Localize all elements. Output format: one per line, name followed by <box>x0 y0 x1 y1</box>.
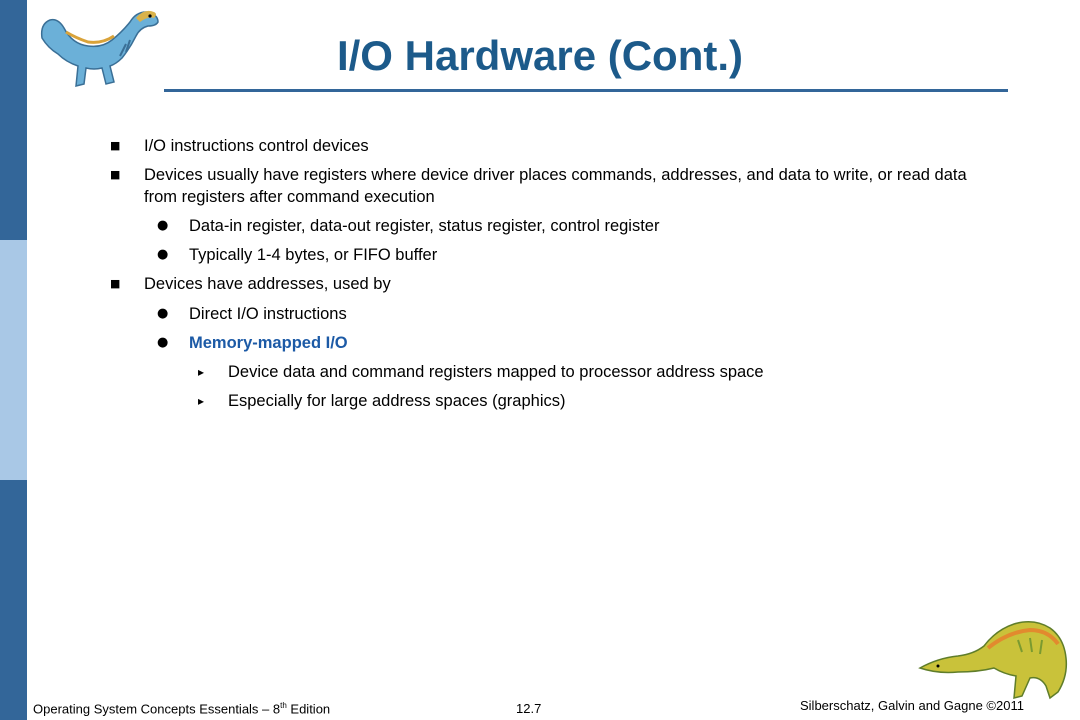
triangle-bullet-icon: ▸ <box>198 394 205 408</box>
slide-title: I/O Hardware (Cont.) <box>336 32 744 79</box>
sidebar-band-bottom <box>0 480 27 720</box>
sidebar-band-top <box>0 0 27 240</box>
bullet-text: I/O instructions control devices <box>144 137 369 155</box>
bullet-text: from registers after command execution <box>144 188 435 206</box>
sub-sub-bullet-text: Especially for large address spaces (graphics) <box>228 392 566 410</box>
round-bullet-icon: ● <box>157 218 169 233</box>
left-sidebar <box>0 0 27 720</box>
round-bullet-icon: ● <box>157 335 169 350</box>
round-bullet-icon: ● <box>157 247 169 262</box>
square-bullet-icon: ■ <box>110 168 121 181</box>
sub-bullet-text: Data-in register, data-out register, status register, control register <box>189 217 660 235</box>
sub-sub-bullet-text: Device data and command registers mapped to processor address space <box>228 363 764 381</box>
footer-copyright: Silberschatz, Galvin and Gagne ©2011 <box>800 698 1024 713</box>
sub-bullet-text-highlighted: Memory-mapped I/O <box>189 334 348 352</box>
sub-bullet-text: Direct I/O instructions <box>189 305 347 323</box>
bullet-text: Devices usually have registers where device driver places commands, addresses, and data to write, or read data <box>144 166 967 184</box>
footer-page-number: 12.7 <box>516 701 542 716</box>
sidebar-band-middle <box>0 240 27 480</box>
footer-course-title: Operating System Concepts Essentials – 8th Edition <box>33 701 331 717</box>
triangle-bullet-icon: ▸ <box>198 365 205 379</box>
square-bullet-icon: ■ <box>110 277 121 290</box>
bullet-text: Devices have addresses, used by <box>144 275 391 293</box>
dinosaur-logo-icon <box>36 4 164 92</box>
title-underline <box>164 89 1008 92</box>
round-bullet-icon: ● <box>157 306 169 321</box>
sub-bullet-text: Typically 1-4 bytes, or FIFO buffer <box>189 246 438 264</box>
dinosaur-crouching-icon <box>918 606 1070 702</box>
square-bullet-icon: ■ <box>110 139 121 152</box>
